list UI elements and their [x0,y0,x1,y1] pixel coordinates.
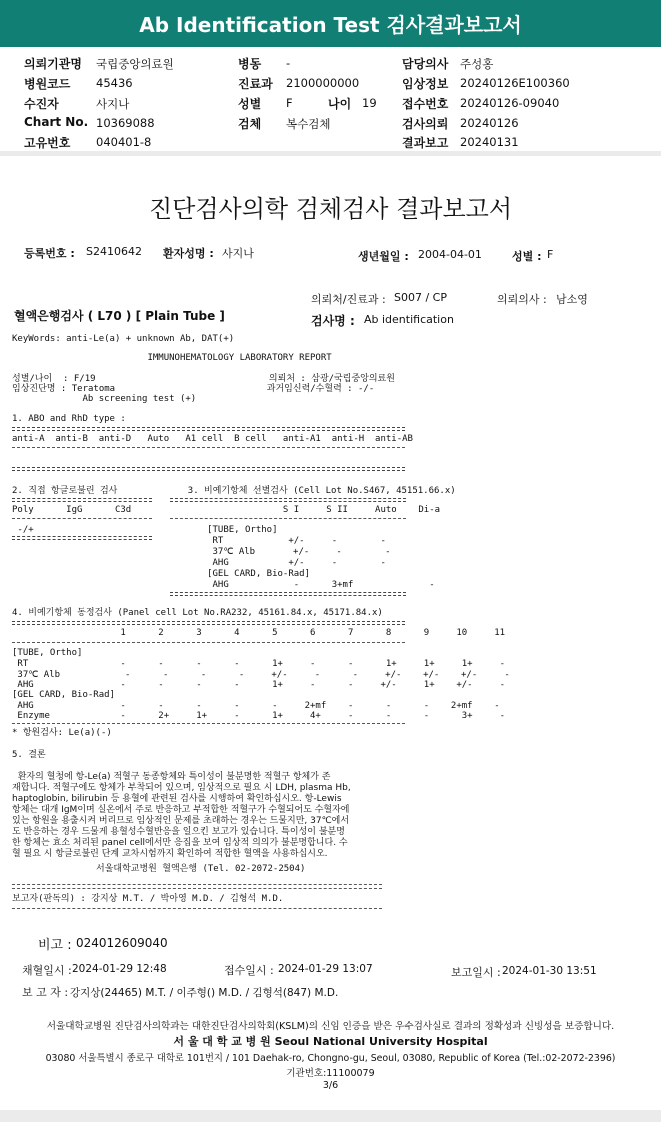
sex-value: F [547,248,554,261]
doctor-value: 남소영 [556,293,588,306]
sex-label: 성별 : [512,250,542,263]
hospital-name: 서 울 대 학 교 병 원 Seoul National University Hospital [173,1035,488,1048]
blood-bank-contact: 서울대학교병원 혈액은행 (Tel. 02-2072-2504) [96,864,306,874]
antigen-test: * 항원검사: Le(a)(-) [12,728,112,738]
conclusion-line: 혈 필요 시 항글로불린 단계 교차시험까지 확인하여 적합한 혈액을 사용하십시오. [12,849,328,859]
field-label: 나이 [328,97,352,111]
field-label: 의뢰기관명 [24,57,82,71]
divider [12,908,382,909]
field-value: - [286,56,291,70]
divider [12,467,405,471]
test-group: 혈액은행검사 ( L70 ) [ Plain Tube ] [14,309,225,323]
screen-row: 37℃ Alb +/- - - [12,547,391,557]
field-label: 접수번호 [402,97,449,111]
report-banner [0,0,661,47]
conclusion-line: 한 항체는 효소 처리된 panel cell에서만 응집을 보여 임상적 의의가 불분명합니다. 수 [12,838,348,848]
field-label: 성별 [238,97,262,111]
header-info [0,47,661,151]
screening-line: Ab screening test (+) [12,394,197,404]
field-label: 결과보고 [402,136,449,150]
field-value: 45436 [96,76,133,90]
section-2-3-title: 2. 직접 항글로불린 검사 3. 비예기항체 선별검사 (Cell Lot No.S467, 45151.66.x) [12,486,456,496]
reg-value: S2410642 [86,245,142,258]
panel-row: AHG - - - - 1+ - - +/- 1+ +/- - [12,680,506,690]
diagnosis-line: 임상진단명 : Teratoma 과거임신력/수혈력 : -/- [12,384,375,394]
field-value: 10369088 [96,116,155,130]
report-title: 진단검사의학 검체검사 결과보고서 [148,195,513,223]
reporter-value: 강지상(24465) M.T. / 이주형() M.D. / 김형석(847) M.D. [70,987,339,999]
divider [170,518,406,519]
test-name-value: Ab identification [364,313,454,326]
field-value: 20240131 [460,135,519,149]
field-label: 수진자 [24,97,59,111]
certification: 서울대학교병원 진단검사의학과는 대한진단검사의학회(KSLM)의 신임 인증을 받은 우수검사실로 결과의 정확성과 신빙성을 보증합니다. [46,1021,615,1032]
divider [12,427,405,431]
patient-value: 사지나 [222,247,254,260]
panel-row: Enzyme - 2+ 1+ - 1+ 4+ - - - 3+ - [12,711,506,721]
section-1-title: 1. ABO and RhD type : [12,414,126,424]
receipt-value: 2024-01-29 13:07 [278,963,373,975]
field-label: 병원코드 [24,77,71,91]
screen-row: AHG +/- - - [12,558,386,568]
reg-label: 등록번호 : [24,247,75,260]
patient-label: 환자성명 : [163,247,214,260]
field-value: 국립중앙의료원 [96,57,174,71]
divider [170,592,406,596]
field-label: Chart No. [24,115,89,129]
field-value: 복수검체 [286,117,331,131]
note-value: 024012609040 [76,936,168,950]
divider [12,884,382,885]
panel-row: [TUBE, Ortho] [12,648,83,658]
report-time-value: 2024-01-30 13:51 [502,965,597,977]
section-4-title: 4. 비예기항체 동정검사 (Panel cell Lot No.RA232, 45161.84.x, 45171.84.x) [12,608,383,618]
report-document [0,156,661,1110]
receipt-label: 접수일시 : [224,964,274,977]
divider [12,498,152,502]
divider [12,621,405,625]
panel-row: [GEL CARD, Bio-Rad] [12,690,115,700]
screen-row: AHG - 3+mf - [12,580,435,590]
note-label: 비고 : [38,938,72,953]
hospital-address: 03080 서울특별시 종로구 대학로 101번지 / 101 Daehak-ro, Chongno-gu, Seoul, 03080, Republic of Korea (Tel.:02-2072-2396) [45,1053,616,1064]
conclusion-line: 항체는 대개 IgM이며 실온에서 주로 반응하고 부적합한 적혈구가 수혈되어도 수혈자에 [12,805,350,815]
lab-reporter: 보고자(판독의) : 강지상 M.T. / 박아영 M.D. / 김형석 M.D. [12,894,284,904]
doctor-label: 의뢰의사 : [497,293,547,306]
lab-report-heading: IMMUNOHEMATOLOGY LABORATORY REPORT [12,353,332,363]
abo-header-row: anti-A anti-B anti-D Auto A1 cell B cell anti-A1 anti-H anti-AB [12,434,413,444]
page-number: 3/6 [322,1080,339,1091]
screen-row: RT +/- - - [12,536,386,546]
institution-number: 기관번호:11100079 [286,1068,375,1079]
field-value: 20240126E100360 [460,76,570,90]
birth-label: 생년월일 : [358,250,409,263]
field-label: 검체 [238,117,262,131]
conclusion-line: 재합니다. 적혈구에도 항체가 부착되어 있으며, 임상적으로 필요 시 LDH, plasma Hb, [12,783,351,793]
field-value: 19 [362,96,377,110]
report-time-label: 보고일시 : [451,966,501,979]
field-label: 진료과 [238,77,273,91]
divider [12,447,405,448]
divider [12,518,152,519]
field-value: 20240126 [460,116,519,130]
field-value: 사지나 [96,97,130,111]
reporter-label: 보 고 자 : [22,986,69,999]
divider [12,888,382,889]
banner-title: Ab Identification Test 검사결과보고서 [139,13,522,37]
field-value: F [286,96,293,110]
divider [12,642,405,643]
panel-header-row: 1 2 3 4 5 6 7 8 9 10 11 [12,628,506,638]
conclusion-line: 환자의 혈청에 항-Le(a) 적혈구 동종항체와 특이성이 불분명한 적혈구 항체가 존 [12,772,331,782]
field-label: 검사의뢰 [402,117,449,131]
field-value: 주성홍 [460,57,494,71]
conclusion-line: 도 반응하는 경우 드물게 용혈성수혈반응을 일으킨 보고가 있습니다. 특이성이 불분명 [12,827,345,837]
screen-row: [GEL CARD, Bio-Rad] [12,569,311,579]
divider [12,723,405,724]
test-name-label: 검사명 : [311,314,355,328]
divider [170,498,406,502]
panel-row: RT - - - - 1+ - - 1+ 1+ 1+ - [12,659,506,669]
section-5-title: 5. 결론 [12,750,46,760]
conclusion-line: 있는 항원을 용출시켜 버리므로 임상적인 문제를 초래하는 경우는 드물지만, 37℃에서 [12,816,350,826]
field-label: 병동 [238,57,262,71]
collect-value: 2024-01-29 12:48 [72,963,167,975]
keywords-line: KeyWords: anti-Le(a) + unknown Ab, DAT(+) [12,334,235,344]
screen-row: -/+ [TUBE, Ortho] [12,525,278,535]
patient-line: 성별/나이 : F/19 의뢰처 : 삼광/국립중앙의료원 [12,374,395,384]
field-value: 2100000000 [286,76,360,90]
dept-value: S007 / CP [394,291,447,304]
birth-value: 2004-04-01 [418,248,482,261]
field-label: 임상정보 [402,77,449,91]
field-value: 040401-8 [96,135,152,149]
screen-header-row: Poly IgG C3d S I S II Auto Di-a [12,505,441,515]
dept-label: 의뢰처/진료과 : [311,293,386,306]
collect-label: 채혈일시 : [22,964,72,977]
conclusion-line: haptoglobin, bilirubin 등 용혈에 관련된 검사를 시행하여 확인하십시오. 항-Lewis [12,794,342,804]
panel-row: AHG - - - - - 2+mf - - - 2+mf - [12,701,500,711]
panel-row: 37℃ Alb - - - - +/- - - +/- +/- +/- - [12,670,510,680]
field-label: 담당의사 [402,57,449,71]
field-label: 고유번호 [24,136,71,150]
field-value: 20240126-09040 [460,96,560,110]
